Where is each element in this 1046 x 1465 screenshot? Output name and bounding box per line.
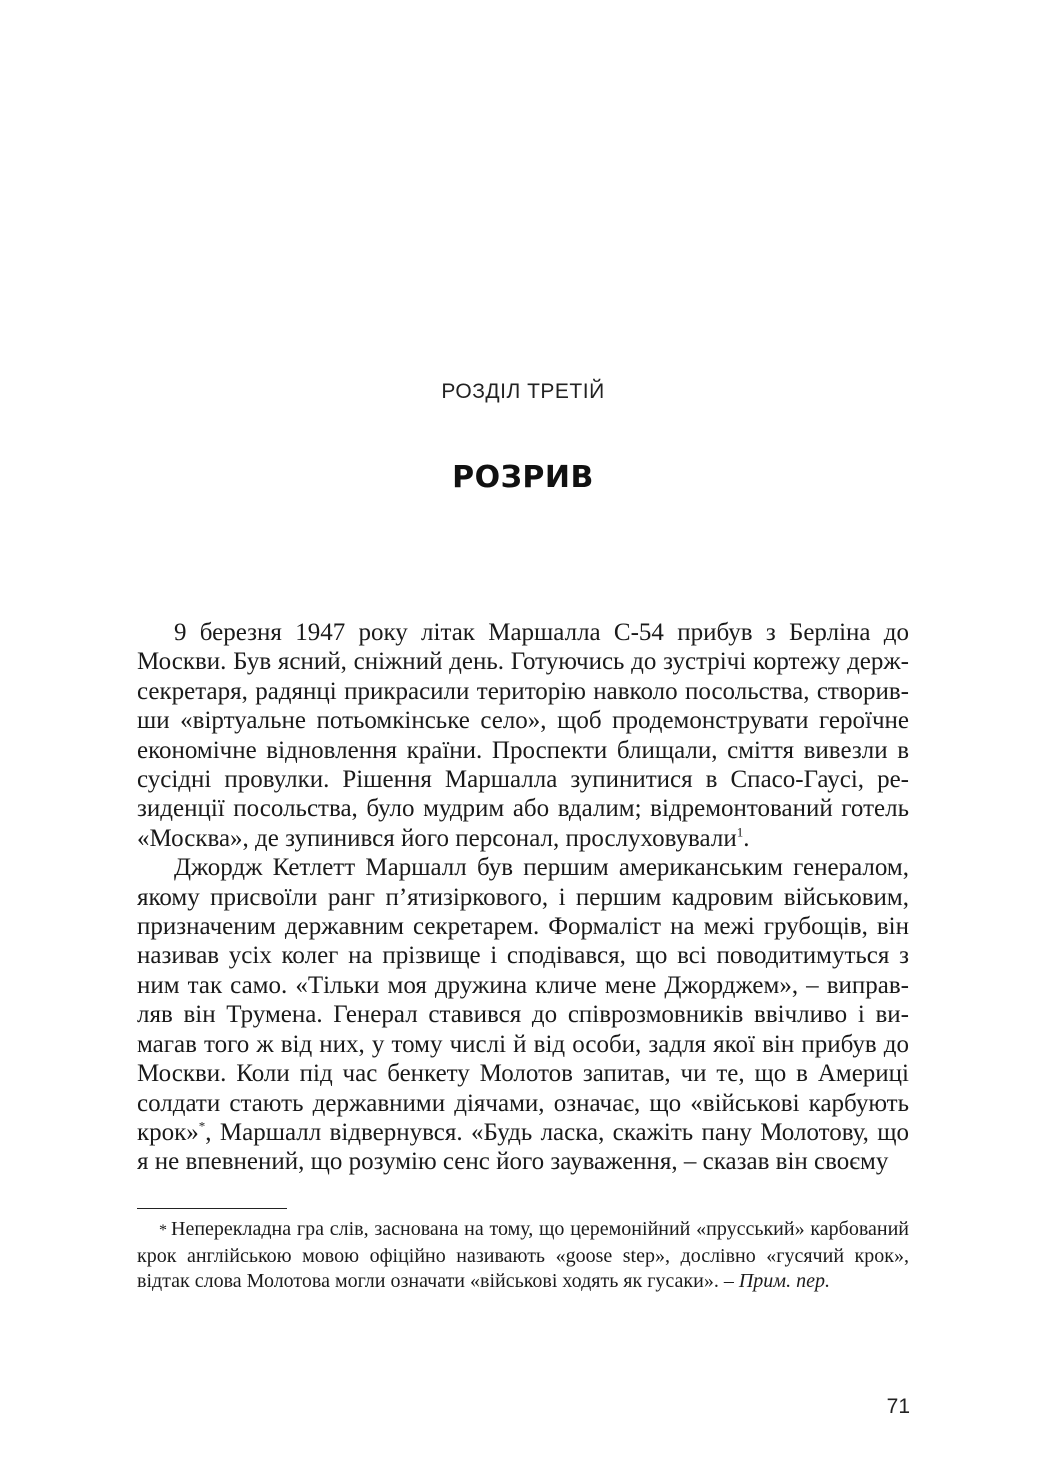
footnote-text: Неперекладна гра слів, заснована на тому, що церемонійний «прусський» карбований крок англійською мовою офіційно називають «goose step», дослівно «гусячий крок», відтак слова Молотова могли означати «військові ходять як гусаки». – [137,1218,909,1292]
footnote [137,1217,909,1295]
footnote-ref-1: 1 [736,824,744,840]
paragraph-1 [137,618,909,853]
paragraph-2-text-before: Джордж Кетлетт Маршалл був першим американським генералом, якому присвоїли ранг п’ятизіркового, і першим кадровим військовим, призначеним державним секретарем. Формаліст на межі грубощів, він називав усіх колег на прізвище і сподівався, що всі поводитимуться з ним так само. «Тільки моя дружина кличе мене Джорджем», – виправляв він Трумена. Генерал ставився до співрозмовників ввічливо і вимагав того ж від них, у тому числі й від особи, задля якої він прибув до Москви. Коли під час бенкету Молотов запитав, чи те, що в Америці солдати стають державними діячами, означає, що «військові карбують крок» [137,854,909,1146]
body-text [137,618,909,1177]
chapter-title: РОЗРИВ [452,460,594,495]
paragraph-1-end: . [743,824,750,852]
footnote-ref-asterisk: * [198,1118,206,1134]
page-number: 71 [886,1395,910,1418]
footnote-marker: * [159,1222,167,1239]
paragraph-1-text: 9 березня 1947 року літак Маршалла С-54 прибув з Берліна до Москви. Був ясний, сніжний день. Готуючись до зустрічі кортежу держсекретаря, радянці прикрасили територію навколо посольства, створивши «віртуальне потьомкінське село», щоб продемонструвати героїчне економічне відновлення країни. Проспекти блищали, сміття вивезли в сусідні провулки. Рішення Маршалла зупинитися в Спасо-Гаусі, резиденції посольства, було мудрим або вдалим; відремонтований готель «Москва», де зупинився його персонал, прослуховували [137,619,909,852]
footnote-divider [137,1208,287,1209]
paragraph-2 [137,853,909,1176]
paragraph-2-text-after: , Маршалл відвернувся. «Будь ласка, скажіть пану Молотову, що я не впевнений, що розумію сенс його зауваження, – сказав він своєму [137,1118,909,1176]
footnote-note-label: Прим. пер. [738,1270,830,1292]
chapter-label: РОЗДІЛ ТРЕТІЙ [441,380,605,403]
